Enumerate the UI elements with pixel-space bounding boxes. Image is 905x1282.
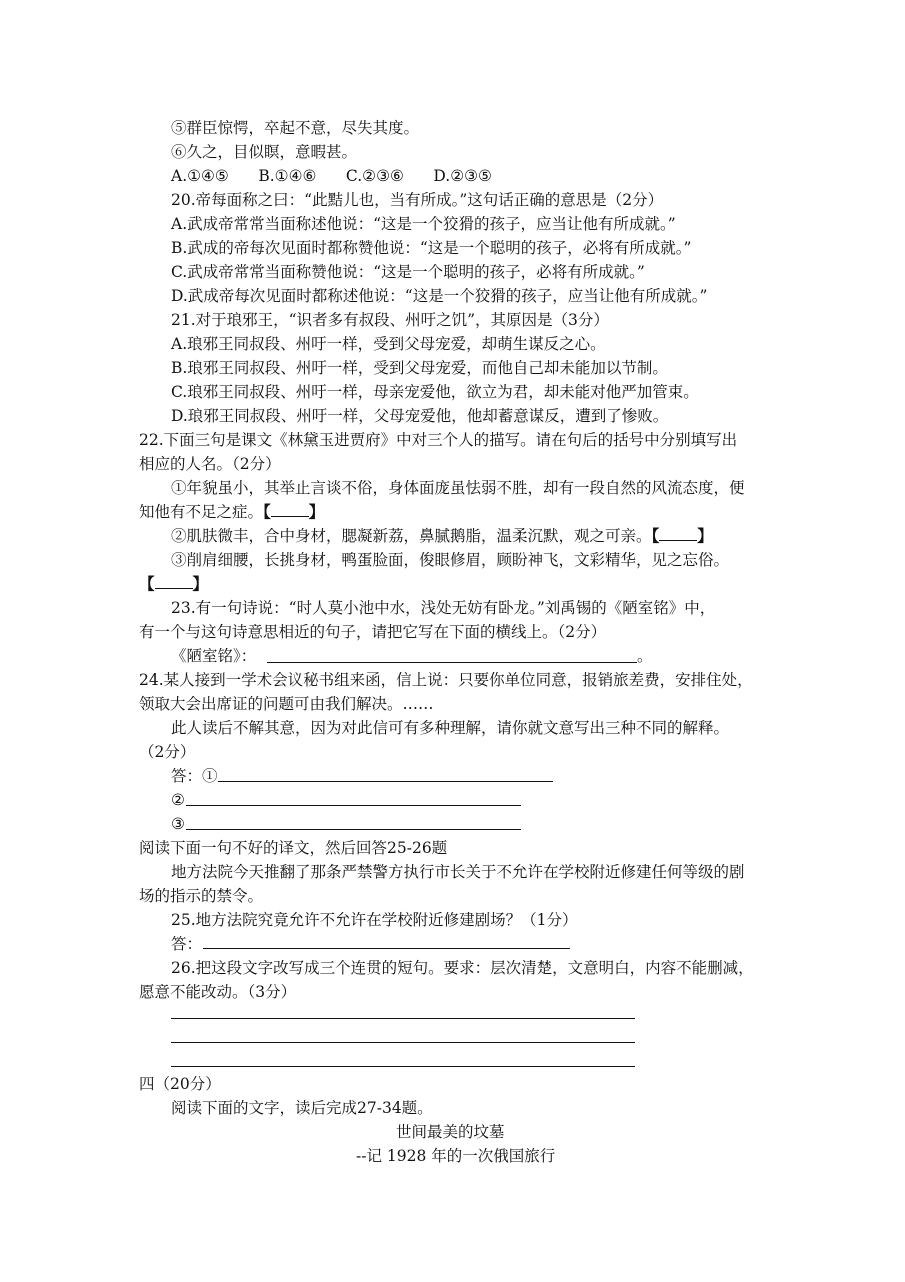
option-5: ⑤群臣惊愕，卒起不意，尽失其度。 bbox=[171, 119, 420, 137]
bracket-open: 【 bbox=[263, 502, 271, 521]
q19-choices: A.①④⑤ B.①④⑥ C.②③⑥ D.②③⑤ bbox=[171, 167, 492, 185]
q23-end-mark: 。 bbox=[637, 647, 653, 665]
q21-option-a: A.琅邪王同叔段、州吁一样，受到父母宠爱，却萌生谋反之心。 bbox=[171, 335, 606, 353]
bracket-open: 【 bbox=[651, 526, 660, 545]
section-4-heading: 四（20分） bbox=[139, 1075, 221, 1093]
q22-sentence2-text: ②肌肤微丰，合中身材，腮凝新荔，鼻腻鹅脂，温柔沉默，观之可亲。 bbox=[171, 527, 652, 545]
q24-stem-line2: 领取大会出席证的问题可由我们解决。…… bbox=[139, 695, 434, 713]
q24-stem-line3: 此人读后不解其意，因为对此信可有多种理解，请你就文意写出三种不同的解释。 bbox=[171, 719, 730, 737]
option-6: ⑥久之，目似瞑，意暇甚。 bbox=[171, 143, 358, 161]
q24-answer-2-label: ② bbox=[171, 791, 185, 809]
q20-stem: 20.帝每面称之曰：“此黠儿也，当有所成。”这句话正确的意思是（2分） bbox=[171, 191, 664, 209]
answer-blank-3[interactable] bbox=[155, 574, 193, 589]
q20-option-d: D.武成帝每次见面时都称述他说：“这是一个狡猾的孩子，应当让他有所成就。” bbox=[171, 287, 708, 305]
q21-option-b: B.琅邪王同叔段、州吁一样，受到父母宠爱，而他自己却未能加以节制。 bbox=[171, 359, 668, 377]
answer-blank-1[interactable] bbox=[271, 502, 309, 517]
q23-stem-line2: 有一个与这句诗意思相近的句子，请把它写在下面的横线上。（2分） bbox=[139, 623, 607, 641]
article-title: 世间最美的坟墓 bbox=[396, 1123, 505, 1141]
q26-answer-line-2[interactable] bbox=[171, 1042, 635, 1043]
q22-stem-line2: 相应的人名。（2分） bbox=[139, 455, 281, 473]
article-subtitle: --记 1928 年的一次俄国旅行 bbox=[356, 1147, 556, 1165]
q23-label: 《陋室铭》： bbox=[171, 647, 257, 665]
translation-text-line1: 地方法院今天推翻了那条严禁警方执行市长关于不允许在学校附近修建任何等级的剧 bbox=[171, 863, 745, 881]
translation-text-line2: 场的指示的禁令。 bbox=[139, 887, 264, 905]
q24-answer-1-line[interactable] bbox=[218, 781, 553, 782]
q23-answer-line[interactable] bbox=[267, 662, 637, 663]
q22-sentence3: ③削肩细腰，长挑身材，鸭蛋脸面，俊眼修眉，顾盼神飞，文彩精华，见之忘俗。 bbox=[171, 551, 730, 569]
q24-answer-1-label: 答：① bbox=[171, 767, 218, 785]
bracket-close: 】 bbox=[192, 574, 209, 593]
q22-sentence3-answer bbox=[139, 573, 208, 595]
q21-option-c: C.琅邪王同叔段、州吁一样，母亲宠爱他，欲立为君，却未能对他严加管束。 bbox=[171, 383, 699, 401]
q22-stem-line1: 22.下面三句是课文《林黛玉进贾府》中对三个人的描写。请在句后的括号中分别填写出 bbox=[139, 431, 738, 449]
q25-26-intro: 阅读下面一句不好的译文，然后回答25-26题 bbox=[139, 839, 448, 857]
q22-sentence1-line1: ①年貌虽小，其举止言谈不俗，身体面庞虽怯弱不胜，却有一段自然的风流态度，便 bbox=[171, 479, 745, 497]
bracket-open: 【 bbox=[139, 574, 155, 593]
q24-answer-2-line[interactable] bbox=[186, 805, 521, 806]
q25-answer-line[interactable] bbox=[203, 948, 570, 949]
q26-stem-line1: 26.把这段文字改写成三个连贯的短句。要求：层次清楚，文意明白，内容不能删减， bbox=[171, 959, 754, 977]
q21-option-d: D.琅邪王同叔段、州吁一样，父母宠爱他，他却蓄意谋反，遭到了惨败。 bbox=[171, 407, 669, 425]
q22-sentence2 bbox=[171, 525, 713, 547]
q20-option-a: A.武成帝常常当面称述他说：“这是一个狡猾的孩子，应当让他有所成就。” bbox=[171, 215, 676, 233]
q24-score: （2分） bbox=[139, 743, 196, 761]
q26-answer-line-3[interactable] bbox=[171, 1066, 635, 1067]
q24-answer-3-line[interactable] bbox=[186, 829, 521, 830]
q26-answer-line-1[interactable] bbox=[171, 1018, 635, 1019]
bracket-close: 】 bbox=[697, 526, 713, 545]
q23-stem-line1: 23.有一句诗说：“时人莫小池中水，浅处无妨有卧龙。”刘禹锡的《陋室铭》中， bbox=[171, 599, 716, 617]
section-4-instruction: 阅读下面的文字，读后完成27-34题。 bbox=[171, 1099, 433, 1117]
q20-option-c: C.武成帝常常当面称赞他说：“这是一个聪明的孩子，必将有所成就。” bbox=[171, 263, 645, 281]
q21-stem: 21.对于琅邪王，“识者多有叔段、州吁之饥”，其原因是（3分） bbox=[171, 311, 609, 329]
q24-answer-3-label: ③ bbox=[171, 815, 185, 833]
q24-stem-line1: 24.某人接到一学术会议秘书组来函，信上说：只要你单位同意，报销旅差费，安排住处， bbox=[139, 671, 753, 689]
answer-blank-2[interactable] bbox=[659, 526, 697, 541]
q22-sentence1-text: 知他有不足之症。 bbox=[139, 503, 264, 521]
q25-stem: 25.地方法院究竟允许不允许在学校附近修建剧场？（1分） bbox=[171, 911, 578, 929]
q25-answer-label: 答： bbox=[171, 935, 203, 953]
q26-stem-line2: 愿意不能改动。（3分） bbox=[139, 983, 297, 1001]
bracket-close: 】 bbox=[308, 502, 325, 521]
q20-option-b: B.武成的帝每次见面时都称赞他说：“这是一个聪明的孩子，必将有所成就。” bbox=[171, 239, 692, 257]
q22-sentence1-line2 bbox=[139, 501, 324, 523]
